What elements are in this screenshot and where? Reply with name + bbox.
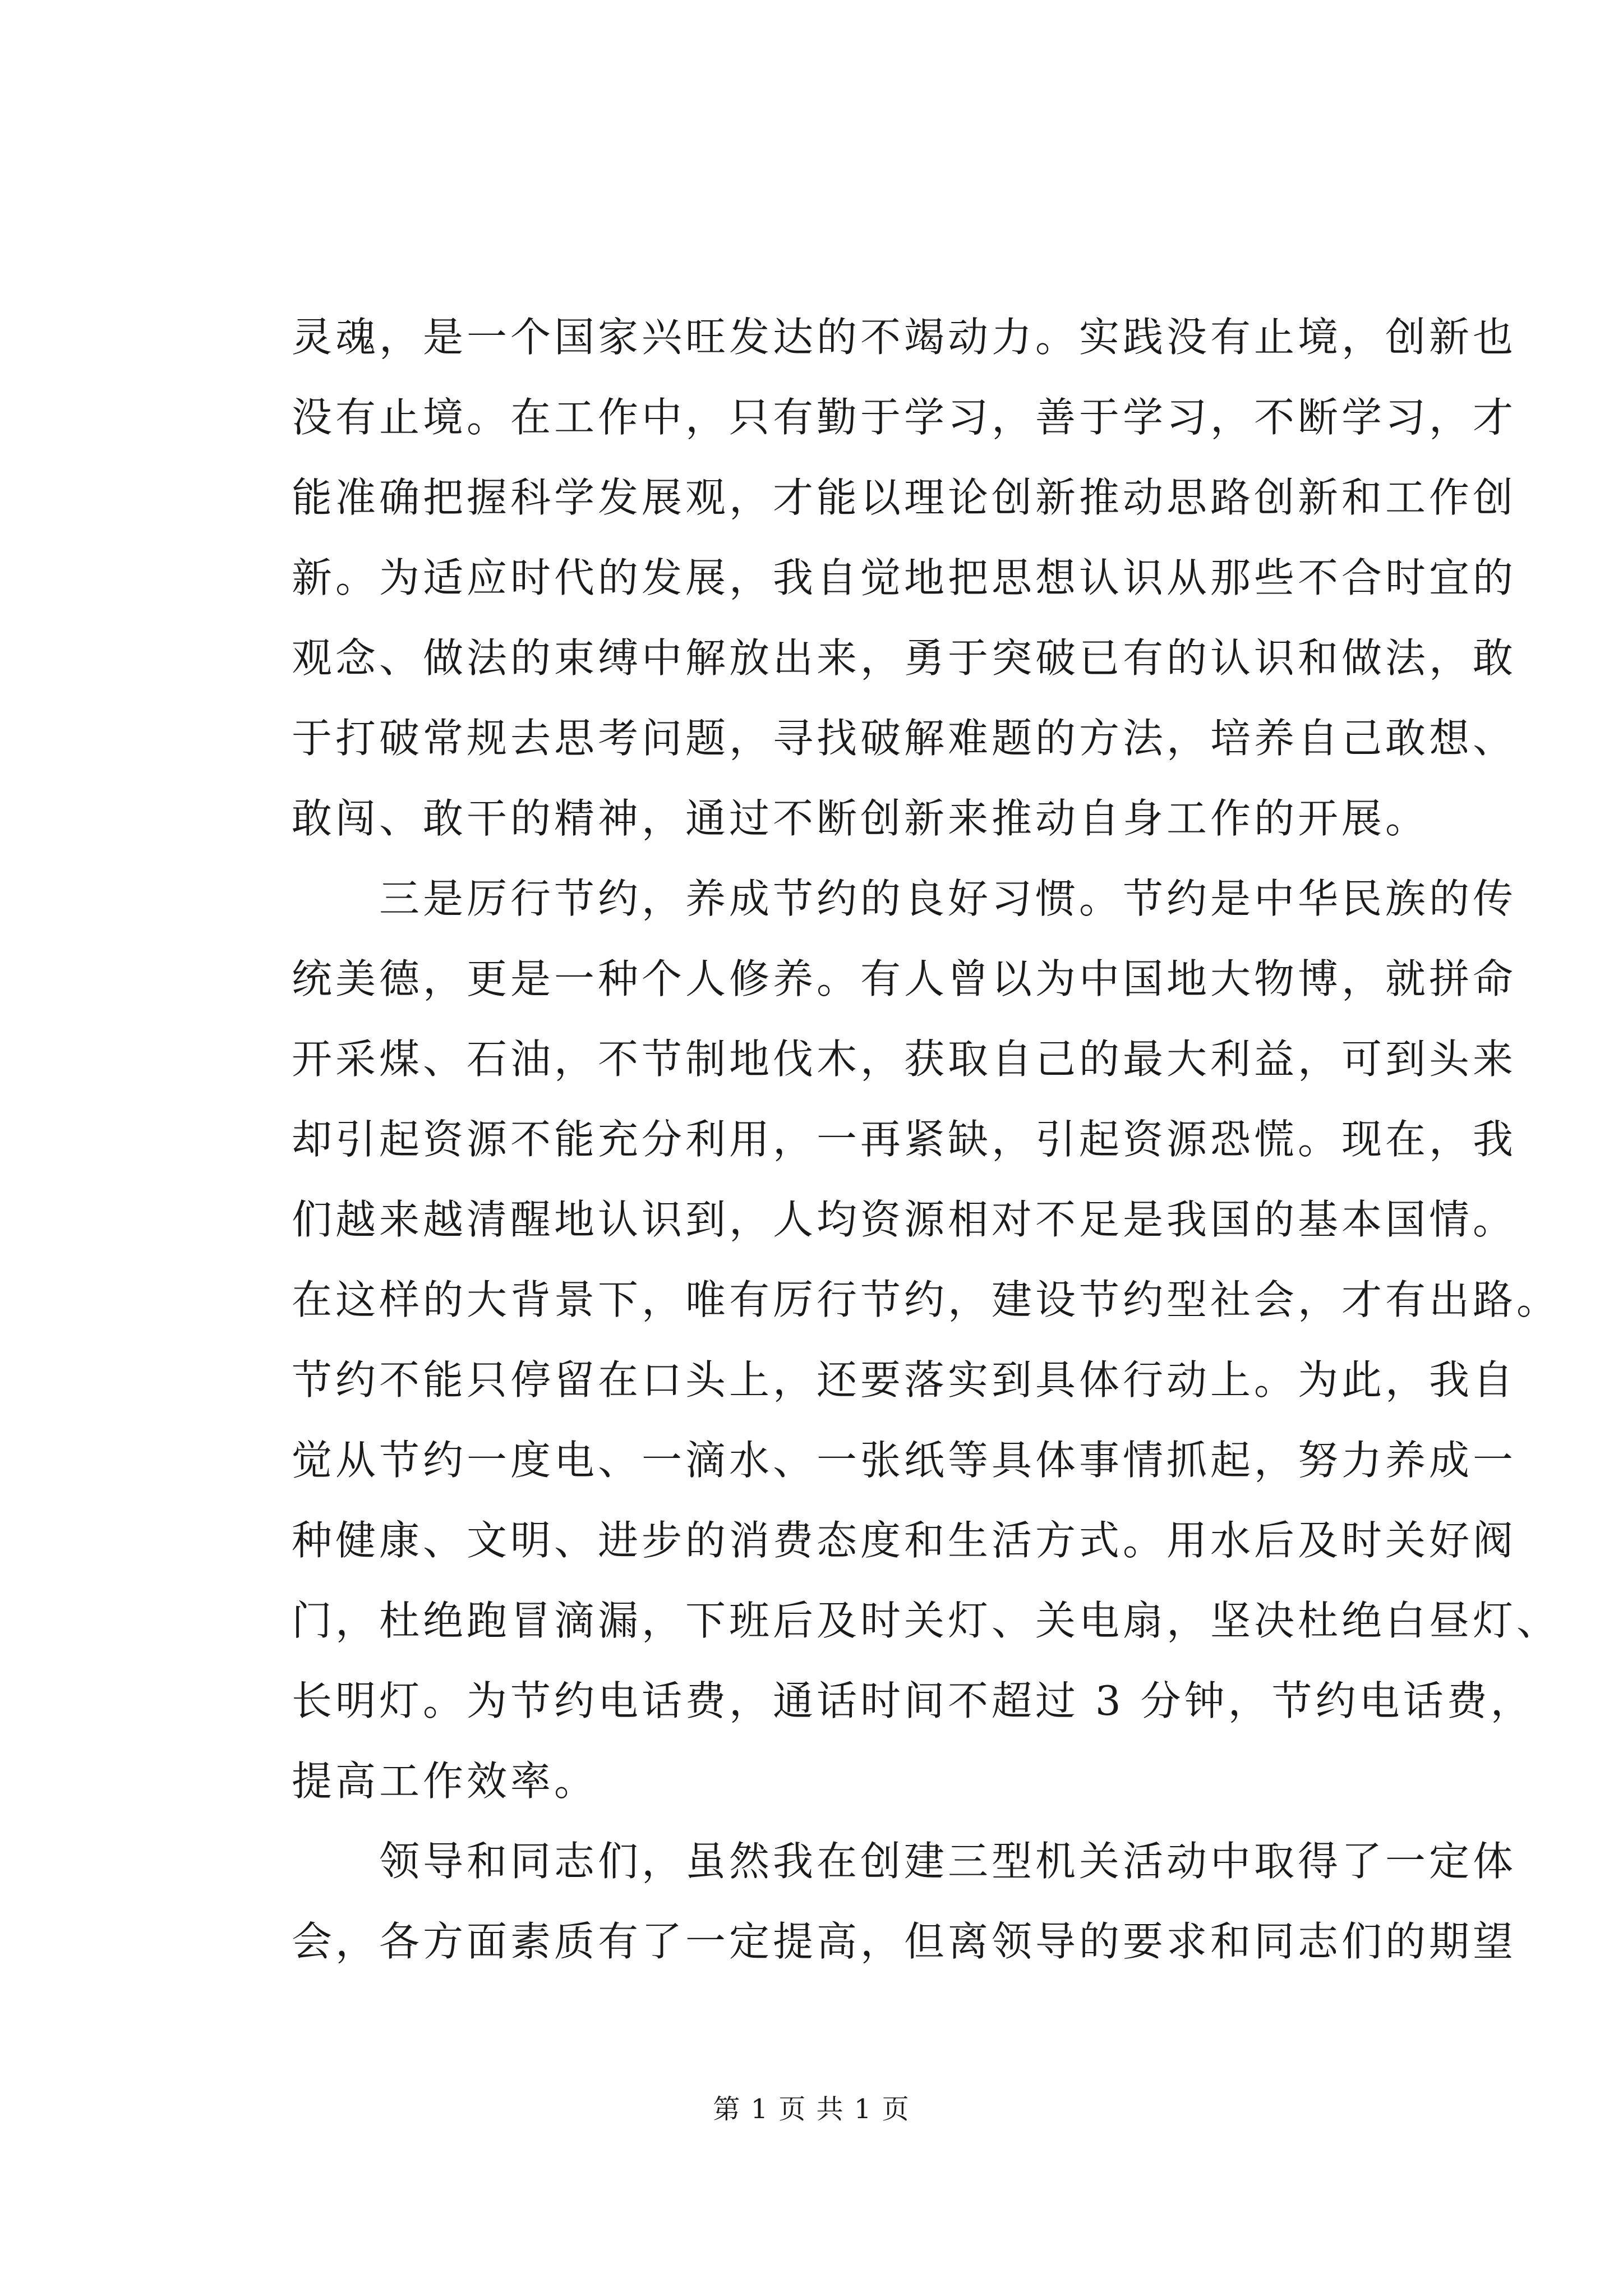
text-line: 觉从节约一度电、一滴水、一张纸等具体事情抓起，努力养成一 [292, 1437, 1517, 1484]
page-number: 第 1 页 共 1 页 [713, 2093, 910, 2125]
text-line: 节约不能只停留在口头上，还要落实到具体行动上。为此，我自 [292, 1356, 1517, 1404]
text-line: 种健康、文明、进步的消费态度和生活方式。用水后及时关好阀 [292, 1517, 1517, 1564]
text-line: 于打破常规去思考问题，寻找破解难题的方法，培养自己敢想、 [292, 715, 1517, 762]
page-footer [0, 2092, 1623, 2126]
text-line: 三是厉行节约，养成节约的良好习惯。节约是中华民族的传 [292, 875, 1517, 922]
text-line: 提高工作效率。 [292, 1757, 598, 1805]
text-line: 们越来越清醒地认识到，人均资源相对不足是我国的基本国情。 [292, 1196, 1517, 1243]
text-line: 统美德，更是一种个人修养。有人曾以为中国地大物博，就拼命 [292, 955, 1517, 1002]
text-line: 观念、做法的束缚中解放出来，勇于突破已有的认识和做法，敢 [292, 634, 1517, 682]
text-line: 长明灯。为节约电话费，通话时间不超过 3 分钟，节约电话费， [292, 1677, 1534, 1724]
text-line: 灵魂，是一个国家兴旺发达的不竭动力。实践没有止境，创新也 [292, 314, 1517, 361]
text-line: 新。为适应时代的发展，我自觉地把思想认识从那些不合时宜的 [292, 554, 1517, 601]
text-line: 没有止境。在工作中，只有勤于学习，善于学习，不断学习，才 [292, 394, 1517, 441]
text-line: 却引起资源不能充分利用，一再紧缺，引起资源恐慌。现在，我 [292, 1116, 1517, 1163]
text-line: 会，各方面素质有了一定提高，但离领导的要求和同志们的期望 [292, 1918, 1517, 1965]
text-line: 敢闯、敢干的精神，通过不断创新来推动自身工作的开展。 [292, 795, 1430, 842]
text-line: 开采煤、石油，不节制地伐木，获取自己的最大利益，可到头来 [292, 1036, 1517, 1083]
text-line: 门，杜绝跑冒滴漏，下班后及时关灯、关电扇，坚决杜绝白昼灯、 [292, 1597, 1561, 1644]
text-line: 能准确把握科学发展观，才能以理论创新推动思路创新和工作创 [292, 474, 1517, 521]
body-text [292, 297, 1561, 1982]
text-line: 在这样的大背景下，唯有厉行节约，建设节约型社会，才有出路。 [292, 1276, 1561, 1323]
text-line: 领导和同志们，虽然我在创建三型机关活动中取得了一定体 [292, 1838, 1517, 1885]
